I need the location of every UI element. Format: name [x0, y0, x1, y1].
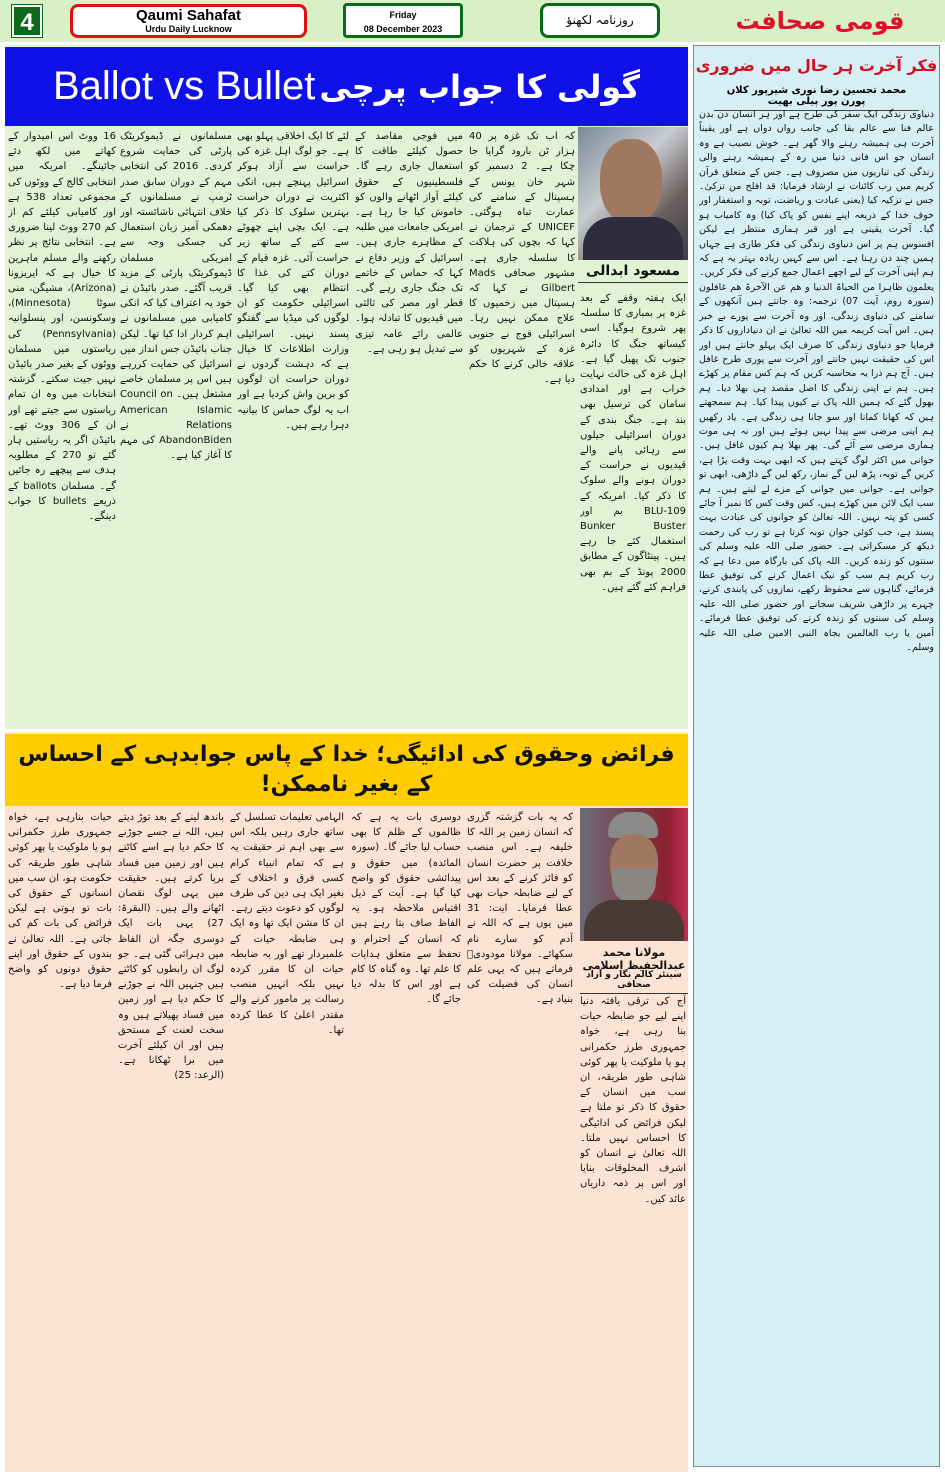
page-number: 4: [12, 5, 42, 37]
author-suit: [583, 217, 683, 260]
article-column: آج کی ترقی یافتہ دنیا اپنے لیے جو ضابطہ حیات بنا رہی ہے، خواہ جمہوری طرز حکمرانی ہو یا ملوکیت یا پھر کوئی شاہی طور طریقہ، ان سب میں انسان کے حقوق کا ذکر تو ملتا ہے لیکن فرائض کی ادائیگی کا احساس نہیں ملتا۔ اللہ تعالیٰ نے انسان کو اشرف المخلوقات بنایا اور اس پر ذمہ داریاں عائد کیں۔: [580, 996, 686, 1205]
date-box: [343, 3, 463, 38]
sidebar-body: دنیاوی زندگی ایک سفر کی طرح ہے اور ہر انسان دن بدن عالم فنا سے عالم بقا کی جانب رواں دواں ہے اور یقیناً آخرت ہی ہمیشہ رہنے والا گھر ہے۔ خوش نصیب ہے وہ انسان جو اس فانی دنیا میں رہ کے ہمیشہ رہنے والی زندگی کی تیاریوں میں مصروف ہے۔ جس کے متعلق قرآن کریم میں رب کائنات نے ارشاد فرمایا: قد افلح من تزکیٰ۔ جس نے تزکیہ کیا (یعنی عبادت و ریاضت، توبہ و استغفار اور خوف خدا کے ذریعہ اپنے نفس کو پاک کیا) وہ کامیاب ہو گیا۔ آخرت یقینی ہے اور قبر ہماری منتظر ہے لیکن افسوس ہم پر اس دنیاوی زندگی کی فکر طاری ہے جہاں ہمیں چند دن رہنا ہے۔ اس سے کہیں زیادہ بہتر یہ ہے کہ ہم اپنی آخرت کے لیے اچھے اعمال جمع کرنے کی فکر کریں۔ یعلمون ظاہرا من الحیاۃ الدنیا و ھم عن الآخرۃ ھم غافلون (سورہ روم، آیت 07) ترجمہ: وہ جانتے ہیں آنکھوں کے سامنے کی دنیاوی زندگی، اور وہ آخرت سے پورے بے خبر ہیں۔ اس آیت کریمہ میں اللہ تعالیٰ نے ان دنیاداروں کا ذکر فرمایا جو دنیاوی زندگی کا صرف ایک پہلو جانتے ہیں اور اس کی حقیقت نہیں جانتے اور آخرت سے پوری طرح غافل ہیں۔ آج ہم ذرا یہ محاسبہ کریں کہ ہم کس مقام پر کھڑے ہیں۔ ہم نے اپنی زندگی کا اصل مقصد ہی بھلا دیا۔ ہم بھول گئے کہ ہمیں اللہ پاک نے کیوں پیدا کیا۔ ہم سمجھتے ہیں کہ کھانا کمانا اور سو جانا ہی زندگی ہے۔ یاد رکھیں ہم اپنی مرضی سے پیدا نہیں ہوئے ہیں اور نہ ہی موت ہماری مرضی سے آئے گی۔ پھر بھلا ہم کیوں غافل ہیں۔ جوانی میں اکثر لوگ کہتے ہیں کہ ابھی بہت وقت پڑا ہے، کریں گے توبہ، پڑھ لیں گے نماز، رکھ لیں گے داڑھی، ابھی تو جوانی ہے۔ جوانی میں جوانی کے مزے لے لیتے ہیں۔ ہم سب ایک لائن میں کھڑے ہیں، کس وقت کس کا نمبر آ جائے کسی کو پتہ نہیں۔ اللہ تعالیٰ کو جوانوں کی عبادت بہت پسند ہے، جب کوئی جوان توبہ کرتا ہے تو رب کی رحمت دیکھ کر مسکراتی ہے۔ حضور صلی اللہ علیہ وسلم کی سنتوں کو زندہ کریں۔ اللہ پاک کی بارگاہ میں دعا ہے کہ رب کریم ہم سب کو نیک اعمال کرنے کی توفیق عطا فرمائے، گناہوں سے محفوظ رکھے، نمازوں کی پابندی کرنے، چہرے پر داڑھی شریف سجانے اور حضور صلی اللہ علیہ وسلم کی سنتوں کو زندہ کرنے کی توفیق عطا فرمائے۔ آمین یا رب العالمین بجاہ النبی الامین صلی اللہ علیہ وسلم۔: [699, 109, 934, 654]
headline-english: Ballot vs Bullet: [52, 64, 316, 108]
article-column: میں فوجی مقاصد کے حصول کیلئے طاقت کا استعمال جاری رہے گا۔ فلسطینیوں کے حقوق کیلئے آواز اٹھانے والوں کو خاموش کیا جا رہا ہے۔ امریکی جامعات میں طلبہ کے مظاہرے جاری ہیں۔ اسرائیل کے وزیر دفاع نے کہا کہ حماس کے خاتمے تک جنگ جاری رہے گی۔ قطر اور مصر کی ثالثی میں قیدیوں کا تبادلہ ہوا۔ عالمی رائے عامہ تیزی سے تبدیل ہو رہی ہے۔: [355, 131, 463, 355]
article-column: باندھ لینے کے بعد توڑ دیتے ہیں، اللہ نے جسے جوڑنے کا حکم دیا ہے اسے کاٹتے ہیں اور زمین میں فساد برپا کرتے ہیں۔ حقیقت میں یہی لوگ نقصان اٹھانے والے ہیں۔ (البقرۃ: 27) یہی بات ایک دوسری جگہ ان الفاظ میں دہرائی گئی ہے۔ جو لوگ ان رابطوں کو کاٹتے ہیں جنہیں اللہ نے جوڑنے کا حکم دیا ہے اور زمین میں فساد پھیلاتے ہیں وہ سخت لعنت کے مستحق ہیں اور ان کیلئے آخرت میں برا ٹھکانا ہے۔ (الرعد: 25): [118, 812, 224, 1082]
masthead-urdu: قومی صحافت: [735, 7, 905, 35]
date: 08 December 2023: [363, 24, 443, 34]
author-byline: مولانا محمد عبدالحفیظ اسلامی: [582, 946, 686, 972]
newspaper-name-box: [70, 4, 307, 38]
author-coat: [584, 900, 684, 941]
article-column: دوسری بات یہ ہے کہ ظالموں کے ظلم کا بھی حساب لیا جائے گا۔ (سورہ المائدہ) میں حقوق و پیدائشی حقوق کو واضح کیا گیا ہے۔ آیت کے ذیل اقتباس ملاحظہ ہو۔ یہ الفاظ صاف بتا رہے ہیں کہ انسان کے احترام و تحفظ سے متعلق ہدایات کا علم تھا۔ وہ گناہ کا کام ہے اور اس کا بدلہ دیا جائے گا۔: [351, 812, 461, 1006]
city-box: روزنامہ لکھنؤ: [540, 3, 660, 38]
article-duties-and-rights: [5, 732, 688, 1472]
newspaper-tagline: Urdu Daily Lucknow: [145, 24, 232, 34]
article-column: کہ یہ بات گزشتہ گزری کہ انسان زمین پر اللہ کا خلیفہ ہے۔ اس منصب خلافت پر حضرت انسان کو فائز کرنے کے بعد اس کے لیے ضابطہ حیات بھی عطا فرمایا۔ ایت: 31 میں یوں ہے کہ اللہ نے آدم کو سارے نام سکھائے۔ مولانا مودودیؒ فرماتے ہیں کہ یہی علم انسان کی فضیلت کی بنیاد ہے۔: [467, 812, 573, 1006]
author-photo: [578, 127, 688, 260]
author-byline: مسعود ابدالی: [578, 263, 688, 283]
author-photo: [580, 808, 688, 941]
article-column: لئے کا ایک اخلاقی پہلو بھی ہے۔ جو لوگ اہل غزہ کی حراست سے آزاد ہوکر اسرائیل پہنچے ہیں، انکی اکثریت نے دوران حراست بہترین سلوک کا ذکر کیا ہے۔ ایک بچی اپنے چھوٹے سے کتے کے ساتھ زیر حراست آئی۔ غزہ قیام کے دوران کتے کی غذا کا انتظام بھی کیا گیا۔ اسرائیلی حکومت کو ان لوگوں کی میڈیا سے گفتگو پسند نہیں۔ اسرائیلی وزارت اطلاعات کا خیال ہے کہ دہشت گردوں نے دوران حراست ان لوگوں کو برین واش کردیا ہے اور اب یہ لوگ حماس کا بیانیہ دہرا رہے ہیں۔: [237, 131, 349, 431]
article-column: کہ اب تک غزہ پر 40 ہزار ٹن بارود گرایا جا چکا ہے۔ 2 دسمبر کو شہر خان یونس کے ہسپتال کے سامنے کی عمارت تباہ ہوگئی۔ UNICEF کے ترجمان نے کہا کہ بچوں کی ہلاکت کا سلسلہ جاری ہے۔ مشہور صحافی Mads Gilbert نے کہا کہ ہسپتال میں زخمیوں کا علاج ممکن نہیں رہا۔ اسرائیلی فوج نے جنوبی غزہ کے شہریوں کو علاقہ خالی کرنے کا حکم دیا ہے۔: [469, 131, 575, 386]
author-beard: [612, 868, 656, 904]
article-column: مسلمانوں نے ڈیموکریٹک پارٹی کی حمایت شروع کردی۔ 2016 کی انتخابی مہم کے دوران سابق صدر ٹرمپ نے مسلمانوں کے خلاف انتہائی ناشائستہ اور دھمکی آمیز زبان استعمال کی جسکی وجہ سے امریکی مسلمان ڈیموکریٹک پارٹی کے مزید قریب آگئے۔ صدر بائیڈن نے خود یہ اعتراف کیا کہ انکی کامیابی میں مسلمانوں نے اہم کردار ادا کیا تھا۔ لیکن جناب بائیڈن جس انداز میں اسرائیل کی حمایت کررہے ہیں اس پر مسلمان خاصے مشتعل ہیں۔ Council on American Islamic Relations نے AbandonBiden کی مہم کا آغاز کیا ہے۔: [120, 131, 232, 462]
headline-banner: [5, 47, 688, 126]
headline-urdu: گولی کا جواب پرچی: [319, 67, 641, 106]
article-ballot-vs-bullet: [5, 45, 688, 729]
article-column: 16 ووٹ اس امیدوار کے کھاتے میں لکھ دئے جائینگے۔ امریکہ میں انتخابی کالج کے ووٹوں کی مجموعی تعداد 538 ہے اور کامیابی کیلئے کم از کم 270 ووٹ لینا ضروری ہے۔ انتخابی نتائج پر نظر رکھنے والے مسلم ماہرین کا خیال ہے کہ ایریزونا (Arizona)، مشیگن، منی سوٹا (Minnesota)، وسکونسن، اور پنسلوانیہ (Pennsylvania) کی ریاستوں میں مسلمان ووٹوں کے بغیر صدر بائیڈن نہیں جیت سکتے۔ گزشتہ انتخابات میں وہ ان تمام ریاستوں سے جیتے تھے اور ان کے 306 ووٹ تھے۔ بائیڈن اگر یہ ریاستیں ہار گئے تو 270 کے مطلوبہ ہدف سے پیچھے رہ جائیں گے۔ مسلمان ballots کے ذریعے bullets کا جواب دینگے۔: [8, 131, 116, 523]
page-header: [0, 0, 945, 42]
article-column: ایک ہفتہ وقفے کے بعد غزہ پر بمباری کا سلسلہ پھر شروع ہوگیا۔ اسی کیساتھ جنگ کا دائرہ جنوب تک پھیل گیا ہے۔ اہل غزہ کی حالت نہایت خراب ہے اور امدادی سامان کی ترسیل بھی بند ہے۔ جنگ بندی کے دوران اسرائیلی جیلوں سے رہائی پانے والے قیدیوں نے حراست کے دوران ہونے والے سلوک کا ذکر کیا۔ امریکہ کے BLU-109 بم اور Bunker Buster استعمال کئے جا رہے ہیں۔ پینٹاگون کے مطابق 2000 پونڈ کے بم بھی فراہم کئے گئے ہیں۔: [580, 293, 686, 593]
headline-banner: فرائض وحقوق کی ادائیگی؛ خدا کے پاس جوابدہی کے احساس کے بغیر ناممکن!: [5, 734, 688, 806]
author-face: [600, 139, 662, 223]
article-column: الہامی تعلیمات تسلسل کے ساتھ جاری رہیں بلکہ اس سے بھی اہم تر حقیقت یہ ہے کہ تمام انبیاء کرام کسی فرق و اختلاف کے بغیر ایک ہی دین کی طرف لوگوں کو دعوت دیتے رہے۔ ان کا مشن ایک تھا وہ ایک ہی ضابطہ حیات کے علمبردار تھے اور یہ ضابطہ حیات ان کا مقرر کردہ نہیں بلکہ انہیں منصب رسالت پر مامور کرنے والے مقتدر اعلیٰ کا عطا کردہ تھا۔: [230, 812, 344, 1036]
sidebar-title: فکر آخرت ہر حال میں ضروری: [695, 56, 938, 75]
sidebar-author: محمد تحسین رضا نوری شیرپور کلاں پورن پور پیلی بھیت: [714, 85, 919, 111]
sidebar-article: [693, 45, 940, 1467]
author-title: سینئر کالم نگار و آزاد صحافی: [580, 970, 688, 994]
newspaper-name: Qaumi Sahafat: [135, 7, 242, 24]
article-column: حیات بنارہی ہے، خواہ جمہوری طرز حکمرانی ہو یا ملوکیت یا پھر کوئی شاہی طور طریقہ کی حکومت ہو، ان سب میں انسانوں کے حقوق کی بات تو ہوتی ہے لیکن فرائض کی بات کم کی جاتی ہے۔ اللہ تعالیٰ نے بندوں کے حقوق اور اپنے حقوق دونوں کو واضح فرما دیا ہے۔: [8, 812, 112, 991]
day: Friday: [389, 10, 417, 20]
